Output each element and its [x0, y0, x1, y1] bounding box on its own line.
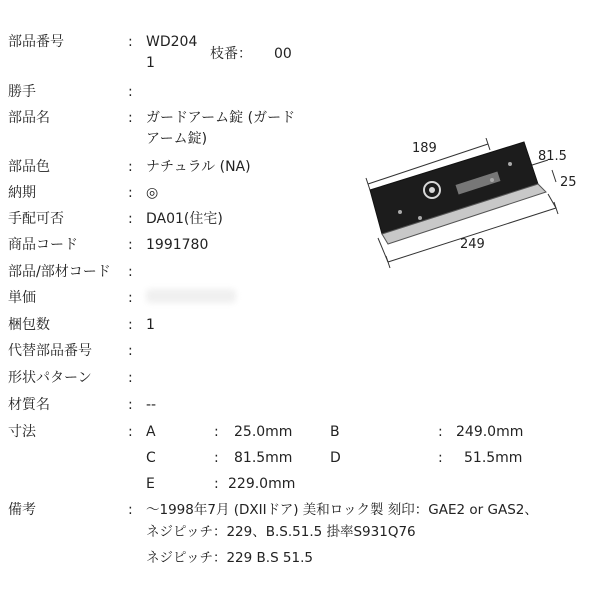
part-color-label: 部品色	[8, 159, 50, 175]
orderable-label: 手配可否	[8, 211, 64, 227]
part-number-value: WD204	[146, 34, 198, 50]
colon: :	[128, 237, 133, 253]
dim-81-5-text: 81.5	[538, 149, 567, 164]
part-number-label: 部品番号	[8, 34, 64, 50]
colon: :	[128, 110, 133, 126]
product-code-label: 商品コード	[8, 237, 78, 253]
dim-25-text: 25	[560, 175, 577, 190]
part-name-value: ガードアーム錠 (ガード	[146, 110, 296, 126]
colon: :	[438, 450, 443, 466]
colon: :	[128, 264, 133, 280]
branch-number-label: 枝番：	[210, 46, 252, 62]
colon: :	[128, 343, 133, 359]
colon: :	[128, 159, 133, 175]
shape-pattern-label: 形状パターン	[8, 370, 92, 386]
dim-b-value: 249.0mm	[456, 424, 524, 440]
branch-number-value: 00	[274, 46, 292, 62]
material-code-label: 部品/部材コード	[8, 264, 111, 280]
colon: :	[214, 450, 219, 466]
package-qty-value: 1	[146, 317, 155, 333]
material-value: --	[146, 397, 157, 413]
part-name-label: 部品名	[8, 110, 50, 126]
dim-189-text: 189	[412, 141, 437, 156]
colon: :	[438, 424, 443, 440]
remarks-line: ～1998年7月 (DXIIドア) 美和ロック製 刻印：GAE2 or GAS2、	[146, 502, 538, 518]
lock-body	[370, 142, 546, 244]
dim-c-value: 81.5mm	[234, 450, 293, 466]
delivery-label: 納期	[8, 185, 36, 201]
colon: :	[128, 370, 133, 386]
dim-a-key: A	[146, 424, 156, 440]
dim-e-key: E	[146, 476, 155, 492]
colon: :	[128, 185, 133, 201]
dim-d-value: 51.5mm	[464, 450, 523, 466]
colon: :	[128, 317, 133, 333]
product-code-value: 1991780	[146, 237, 209, 253]
colon: :	[128, 397, 133, 413]
colon: :	[128, 84, 133, 100]
dim-c-key: C	[146, 450, 156, 466]
unit-price-redacted	[146, 289, 236, 303]
remarks-label: 備考	[8, 502, 36, 518]
colon: :	[128, 424, 133, 440]
lock-dimension-drawing	[360, 138, 590, 288]
colon: :	[128, 290, 133, 306]
part-color-value: ナチュラル (NA)	[146, 159, 251, 175]
unit-price-label: 単価	[8, 290, 36, 306]
colon: :	[128, 211, 133, 227]
part-name-value-cont: アーム錠)	[146, 131, 208, 147]
alt-part-number-label: 代替部品番号	[8, 343, 92, 359]
dim-a-value: 25.0mm	[234, 424, 293, 440]
part-number-value-cont: 1	[146, 55, 155, 71]
dim-d-key: D	[330, 450, 341, 466]
colon: :	[214, 476, 219, 492]
colon: :	[128, 34, 133, 50]
dimensions-label: 寸法	[8, 424, 36, 440]
orderable-value: DA01(住宅)	[146, 211, 223, 227]
delivery-value: ◎	[146, 185, 159, 201]
hand-label: 勝手	[8, 84, 36, 100]
colon: :	[128, 502, 133, 518]
dim-e-value: 229.0mm	[228, 476, 296, 492]
remarks-line: ネジピッチ：229、B.S.51.5 掛率S931Q76	[146, 524, 416, 540]
material-label: 材質名	[8, 397, 50, 413]
dim-249-text: 249	[460, 237, 485, 252]
colon: :	[214, 424, 219, 440]
remarks-line: ネジピッチ：229 B.S 51.5	[146, 550, 313, 566]
dim-b-key: B	[330, 424, 340, 440]
package-qty-label: 梱包数	[8, 317, 50, 333]
